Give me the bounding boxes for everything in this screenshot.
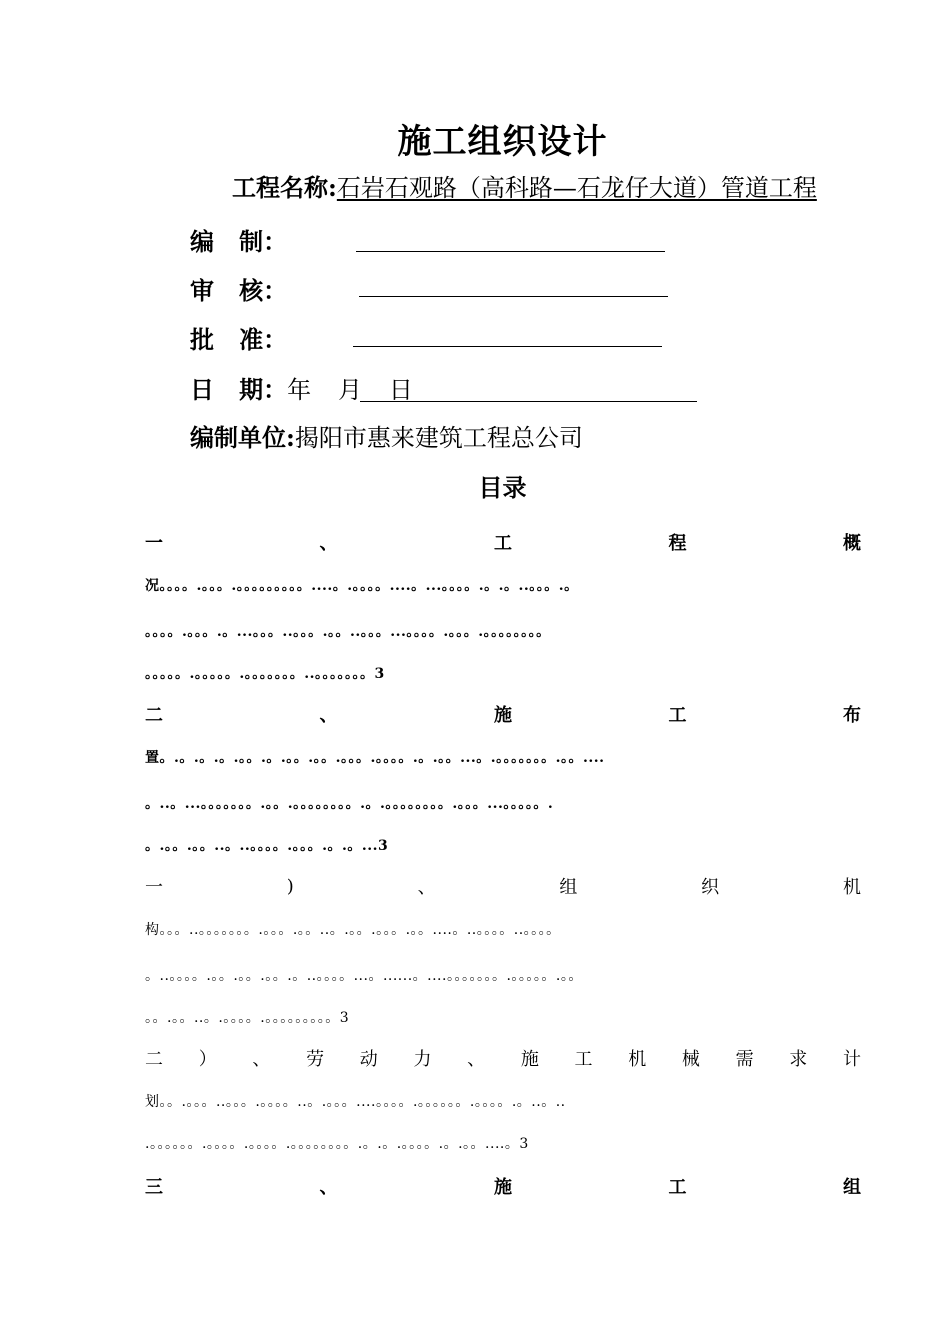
toc-char: 求: [789, 1049, 808, 1070]
toc-char: 、: [417, 877, 436, 898]
compiling-unit-row: [190, 418, 583, 453]
approver-label: 批 准：: [190, 325, 288, 354]
toc-entry-2-leader-line-2: 。..。...。。。。。。。.。。.。。。。。。。。.。.。。。。。。。。.。。。...。。。。。.: [145, 796, 554, 812]
project-name-row: [232, 168, 817, 203]
toc-char: 需: [735, 1049, 754, 1070]
toc-entry-3-heading[interactable]: [145, 876, 861, 896]
toc-entry-1-leader-line-2: 。。。。.。。。.。...。。。..。。。.。。..。。。...。。。。.。。。.。。。。。。。。: [145, 624, 551, 640]
toc-char: 施: [494, 1177, 512, 1198]
toc-char: 织: [701, 877, 720, 898]
compiler-label: 编 制：: [190, 227, 288, 256]
toc-char: 三: [145, 1177, 163, 1198]
toc-char: 工: [668, 705, 687, 726]
toc-entry-4-leader-line-1: 划。。.。。。..。。。.。。。。..。.。。。....。。。。.。。。。。。.。。。。.。..。..: [145, 1094, 566, 1110]
toc-char: 计: [842, 1049, 861, 1070]
date-label: 日 期：: [190, 375, 288, 404]
reviewer-signature-line: [359, 296, 668, 297]
toc-char: 一: [145, 877, 163, 898]
toc-entry-4-heading[interactable]: [145, 1048, 861, 1068]
toc-char: 组: [559, 877, 578, 898]
toc-char: 施: [520, 1049, 539, 1070]
compiler-row: [190, 222, 287, 257]
project-name-value: 石岩石观路（高科路—石龙仔大道）管道工程: [336, 174, 817, 202]
compiling-unit-label: 编制单位:: [190, 423, 295, 452]
toc-char: 工: [494, 533, 512, 554]
toc-entry-3-leader-line-1: 构。。。..。。。。。。。.。。。.。。..。.。。.。。。.。。....。..。。。。..。。。。: [145, 922, 561, 938]
toc-entry-4-leader-line-2: .。。。。。。.。。。。.。。。。.。。。。。。。。.。.。.。。。。.。.。。....。3: [145, 1136, 529, 1152]
toc-char: 工: [574, 1049, 593, 1070]
toc-char: 、: [319, 533, 338, 554]
toc-char: 机: [842, 877, 861, 898]
document-title: 施工组织设计: [397, 122, 608, 162]
toc-entry-2-leader-line-1: 置。.。.。.。.。。.。.。。.。。.。。。.。。。。.。.。。...。.。。。。。。。.。。....: [145, 750, 605, 766]
toc-char: 、: [319, 1177, 338, 1198]
toc-char: 、: [252, 1049, 271, 1070]
toc-char: 工: [668, 1177, 687, 1198]
reviewer-label: 审 核：: [190, 276, 288, 305]
toc-char: 、: [467, 1049, 486, 1070]
project-name-label: 工程名称:: [232, 173, 337, 202]
toc-char: 施: [494, 705, 512, 726]
toc-entry-1-leader-line-3: 。。。。。.。。。。。.。。。。。。。..。。。。。。。3: [145, 666, 385, 682]
toc-char: 二: [145, 705, 163, 726]
toc-char: 二: [145, 1049, 163, 1070]
toc-entry-1-heading[interactable]: [145, 532, 861, 552]
toc-char: 概: [843, 533, 861, 554]
toc-char: 械: [681, 1049, 700, 1070]
toc-entry-3-leader-line-2: 。..。。。。.。。.。。.。。.。..。。。。...。......。....。。。。。。。.。。。。。.。。: [145, 968, 583, 984]
compiler-signature-line: [356, 251, 665, 252]
toc-char: 力: [413, 1049, 432, 1070]
toc-char: 组: [843, 1177, 861, 1198]
approver-row: [190, 320, 287, 355]
toc-char: 一: [145, 533, 163, 554]
toc-char: 劳: [306, 1049, 325, 1070]
toc-entry-1-leader-line-1: 况。。。。.。。。.。。。。。。。。。....。.。。。。....。...。。。。.。.。..。。。.。: [145, 578, 579, 594]
toc-char: ）: [198, 1049, 217, 1070]
toc-entry-3-leader-line-3: 。。.。。..。.。。。。.。。。。。。。。。3: [145, 1010, 350, 1026]
toc-entry-5-heading[interactable]: [145, 1176, 861, 1196]
toc-char: 布: [843, 705, 861, 726]
toc-char: 动: [359, 1049, 378, 1070]
approver-signature-line: [353, 346, 662, 347]
date-row: [190, 370, 414, 405]
toc-char: 机: [628, 1049, 647, 1070]
toc-char: 程: [668, 533, 687, 554]
reviewer-row: [190, 271, 287, 306]
date-signature-line: [360, 401, 697, 402]
toc-entry-2-leader-line-3: 。.。。.。。..。..。。。。.。。。.。.。...3: [145, 838, 389, 854]
toc-title: 目录: [478, 473, 527, 502]
compiling-unit-value: 揭阳市惠来建筑工程总公司: [294, 424, 583, 452]
date-value: 年 月 日: [287, 376, 414, 404]
toc-char: ): [286, 875, 294, 897]
toc-char: 、: [319, 705, 338, 726]
toc-entry-2-heading[interactable]: [145, 704, 861, 724]
